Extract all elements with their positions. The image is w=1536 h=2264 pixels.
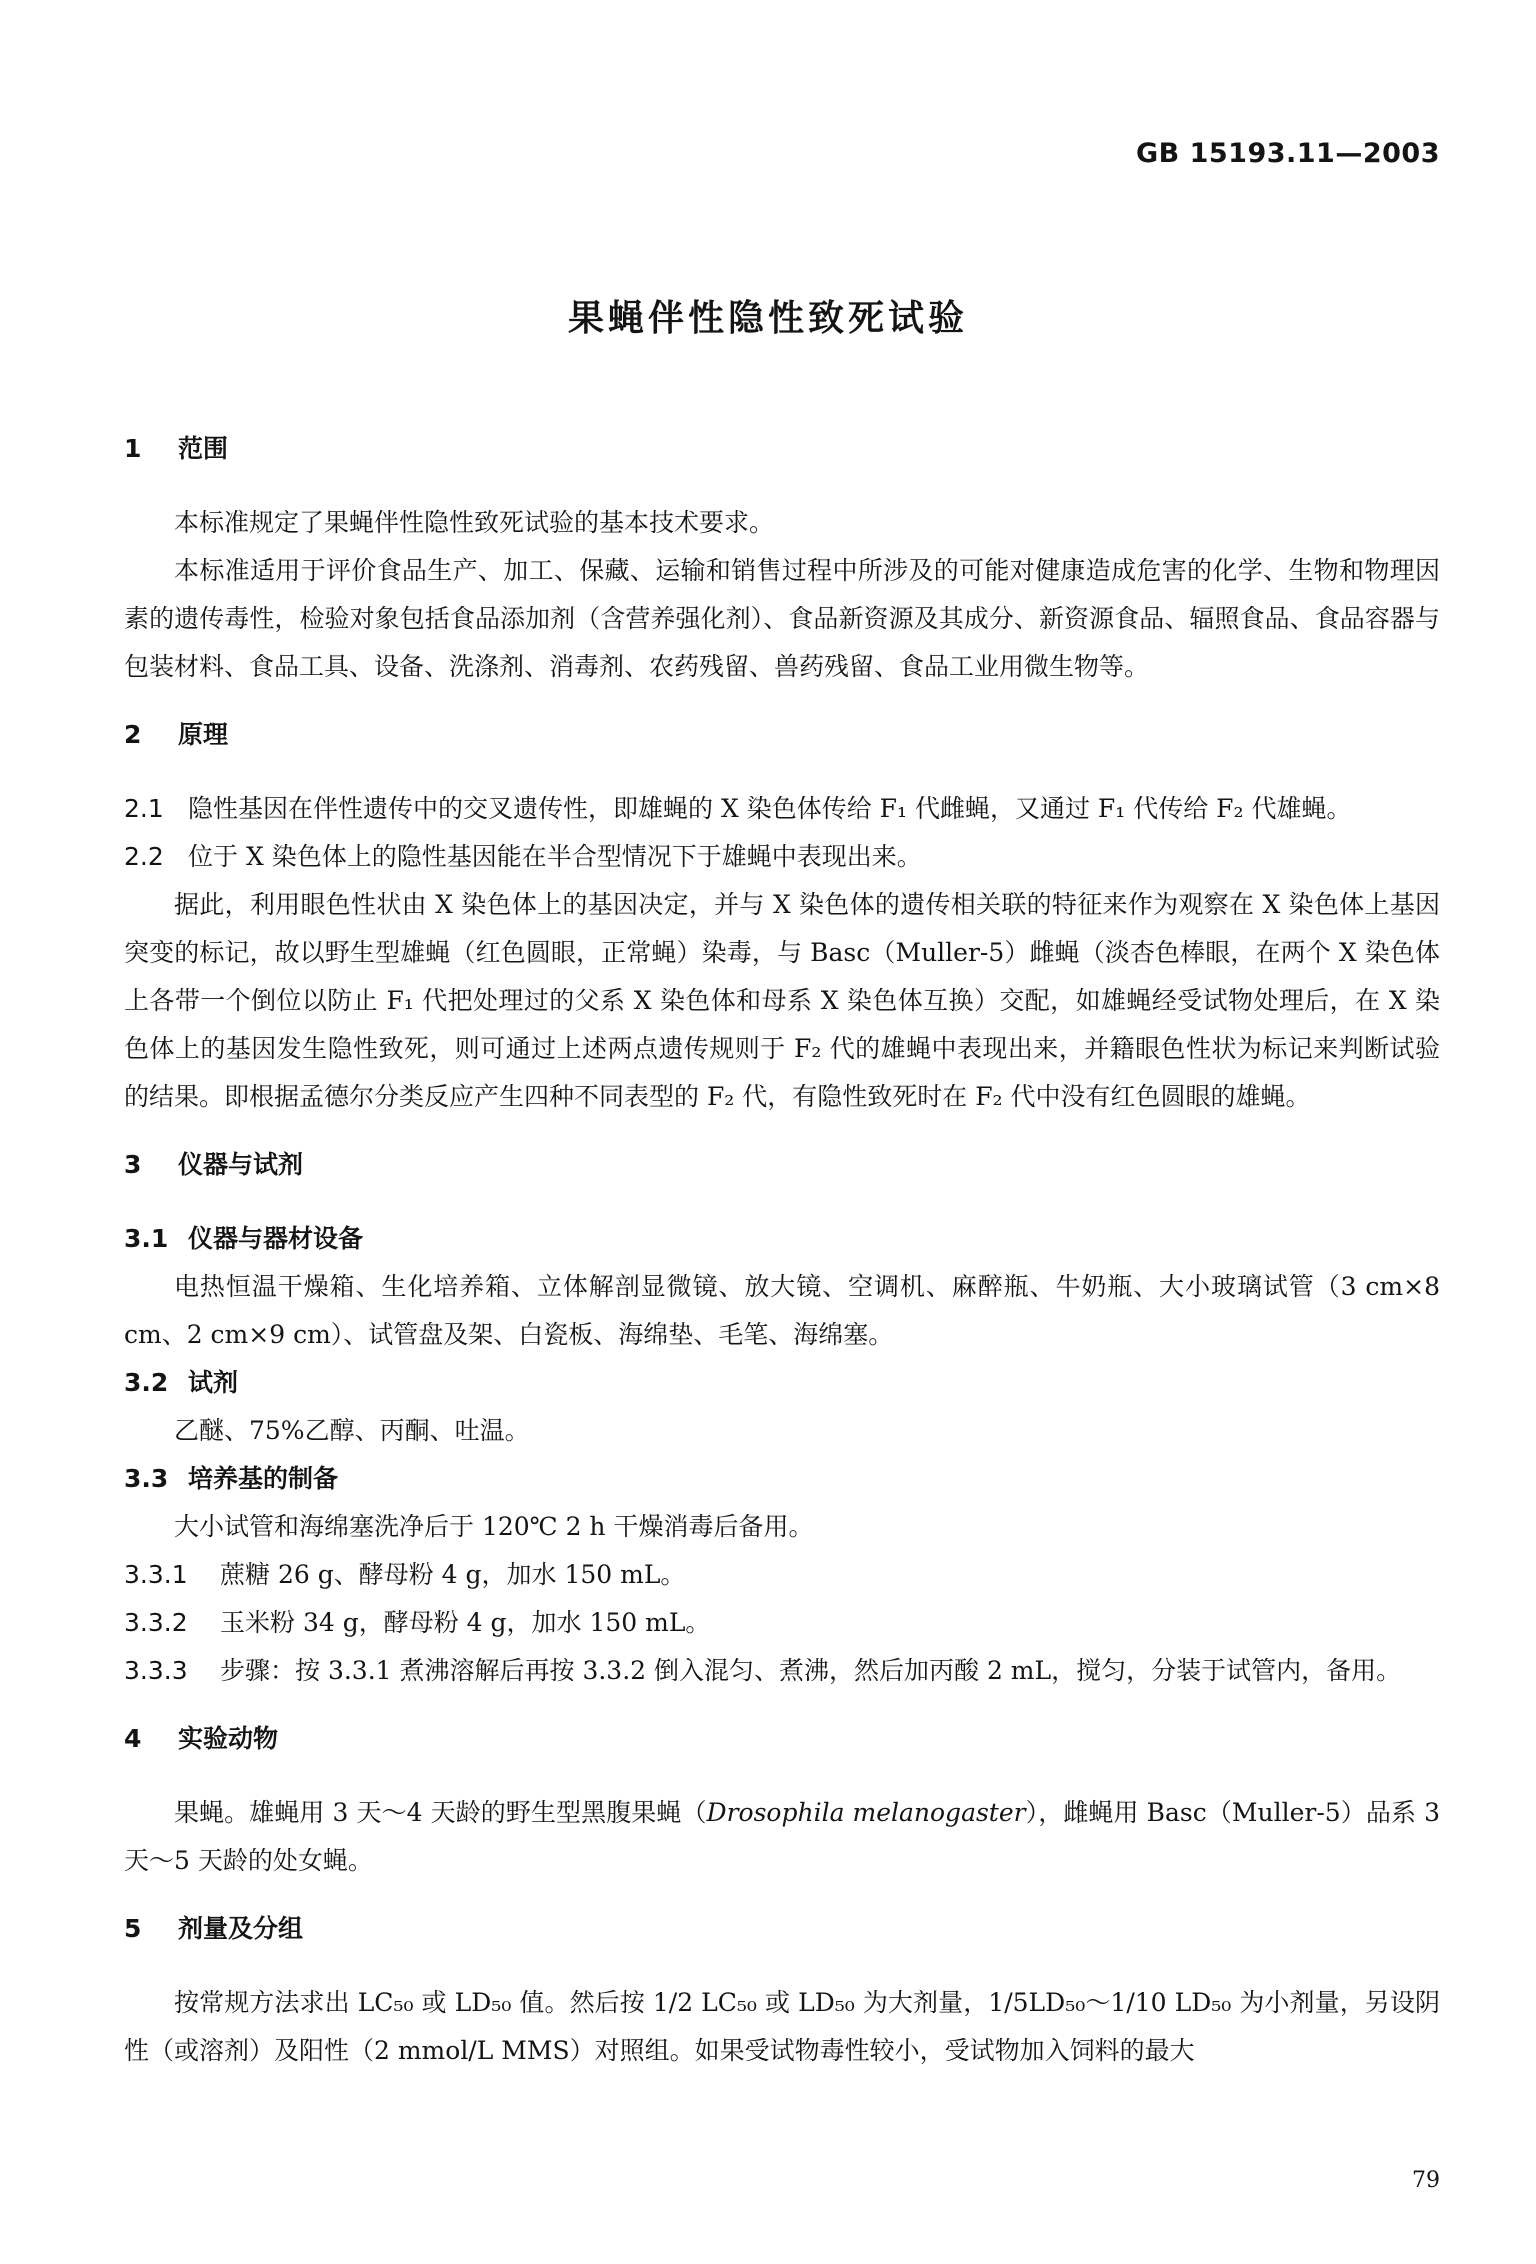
section-title: 剂量及分组 [178, 1914, 304, 1943]
subsection-heading-reagents [124, 1359, 1440, 1407]
clause-number: 2.2 [124, 842, 164, 871]
section-title: 实验动物 [178, 1724, 279, 1753]
species-name: Drosophila melanogaster [706, 1798, 1026, 1827]
subsection-title: 试剂 [188, 1368, 239, 1397]
section-title: 仪器与试剂 [178, 1150, 304, 1179]
paragraph-animals [124, 1789, 1440, 1885]
clause-text: 玉米粉 34 g，酵母粉 4 g，加水 150 mL。 [220, 1608, 711, 1637]
section-heading-animals [124, 1715, 1440, 1763]
subsection-title: 仪器与器材设备 [188, 1224, 364, 1253]
clause-2-1 [124, 785, 1440, 833]
clause-text: 隐性基因在伴性遗传中的交叉遗传性，即雄蝇的 X 染色体传给 F₁ 代雌蝇，又通过 F₁ 代传给 F₂ 代雄蝇。 [188, 794, 1352, 823]
section-heading-instruments [124, 1141, 1440, 1189]
paragraph: 电热恒温干燥箱、生化培养箱、立体解剖显微镜、放大镜、空调机、麻醉瓶、牛奶瓶、大小玻璃试管（3 cm×8 cm、2 cm×9 cm）、试管盘及架、白瓷板、海绵垫、毛笔、海绵塞。 [124, 1272, 1440, 1349]
text-run: 果蝇。雄蝇用 3 天～4 天龄的野生型黑腹果蝇（ [174, 1798, 707, 1827]
text-run: ），雌蝇用 Basc（Muller-5）品系 3 天～5 天龄的处女蝇。 [124, 1798, 1440, 1875]
paragraph: 大小试管和海绵塞洗净后于 120℃ 2 h 干燥消毒后备用。 [174, 1512, 814, 1541]
subsection-title: 培养基的制备 [188, 1464, 339, 1493]
clause-3-3-2 [124, 1599, 1440, 1647]
section-number: 1 [124, 434, 142, 463]
paragraph: 本标准规定了果蝇伴性隐性致死试验的基本技术要求。 [174, 508, 775, 537]
section-number: 5 [124, 1914, 142, 1943]
section-number: 4 [124, 1724, 142, 1753]
section-heading-principle [124, 711, 1440, 759]
section-number: 3 [124, 1150, 142, 1179]
clause-number: 3.3.2 [124, 1608, 188, 1637]
clause-2-2 [124, 833, 1440, 881]
clause-text: 位于 X 染色体上的隐性基因能在半合型情况下于雄蝇中表现出来。 [188, 842, 922, 871]
subsection-number: 3.3 [124, 1464, 169, 1493]
paragraph: 据此，利用眼色性状由 X 染色体上的基因决定，并与 X 染色体的遗传相关联的特征来作为观察在 X 染色体上基因突变的标记，故以野生型雄蝇（红色圆眼，正常蝇）染毒，与 Basc（Muller-5）雌蝇（淡杏色棒眼，在两个 X 染色体上各带一个倒位以防止 F₁ 代把处理过的父系 X 染色体和母系 X 染色体互换）交配，如雄蝇经受试物处理后，在 X 染色体上的基因发生隐性致死，则可通过上述两点遗传规则于 F₂ 代的雄蝇中表现出来，并籍眼色性状为标记来判断试验的结果。即根据孟德尔分类反应产生四种不同表型的 F₂ 代，有隐性致死时在 F₂ 代中没有红色圆眼的雄蝇。 [124, 890, 1440, 1111]
subsection-heading-medium [124, 1455, 1440, 1503]
clause-3-3-3 [124, 1647, 1440, 1695]
section-heading-scope [124, 425, 1440, 473]
clause-number: 3.3.3 [124, 1656, 188, 1685]
section-heading-dosage [124, 1905, 1440, 1953]
page-number: 79 [1412, 2168, 1440, 2193]
paragraph: 乙醚、75%乙醇、丙酮、吐温。 [174, 1416, 530, 1445]
subsection-number: 3.1 [124, 1224, 169, 1253]
document-title: 果蝇伴性隐性致死试验 [567, 298, 968, 339]
section-number: 2 [124, 720, 142, 749]
standard-code: GB 15193.11—2003 [1135, 138, 1440, 169]
subsection-heading-equipment [124, 1215, 1440, 1263]
paragraph: 本标准适用于评价食品生产、加工、保藏、运输和销售过程中所涉及的可能对健康造成危害的化学、生物和物理因素的遗传毒性，检验对象包括食品添加剂（含营养强化剂）、食品新资源及其成分、新资源食品、辐照食品、食品容器与包装材料、食品工具、设备、洗涤剂、消毒剂、农药残留、兽药残留、食品工业用微生物等。 [124, 556, 1440, 681]
subsection-number: 3.2 [124, 1368, 169, 1397]
clause-number: 3.3.1 [124, 1560, 188, 1589]
clause-text: 蔗糖 26 g、酵母粉 4 g，加水 150 mL。 [220, 1560, 686, 1589]
clause-number: 2.1 [124, 794, 164, 823]
clause-text: 步骤：按 3.3.1 煮沸溶解后再按 3.3.2 倒入混匀、煮沸，然后加丙酸 2 mL，搅匀，分装于试管内，备用。 [220, 1656, 1402, 1685]
section-title: 范围 [178, 434, 229, 463]
document-body [124, 425, 1440, 2075]
section-title: 原理 [178, 720, 229, 749]
paragraph: 按常规方法求出 LC₅₀ 或 LD₅₀ 值。然后按 1/2 LC₅₀ 或 LD₅₀ 为大剂量，1/5LD₅₀～1/10 LD₅₀ 为小剂量，另设阴性（或溶剂）及阳性（2 mmol/L MMS）对照组。如果受试物毒性较小，受试物加入饲料的最大 [124, 1988, 1440, 2065]
clause-3-3-1 [124, 1551, 1440, 1599]
